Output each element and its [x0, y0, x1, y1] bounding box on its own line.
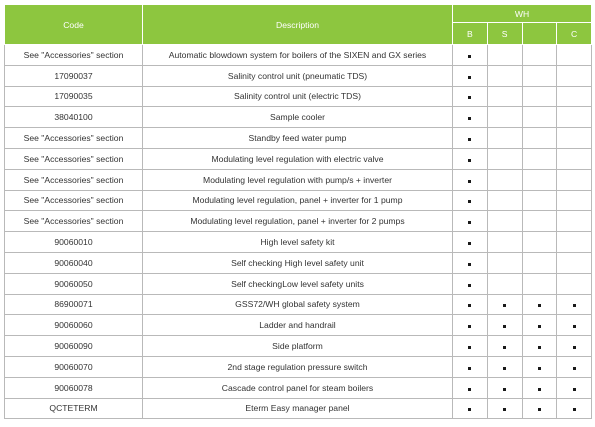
availability-cell: [522, 211, 557, 232]
availability-dot-icon: [468, 263, 471, 266]
availability-cell: [487, 398, 522, 419]
availability-cell: [453, 148, 488, 169]
availability-dot-icon: [468, 200, 471, 203]
table-row: [5, 356, 592, 377]
availability-dot-icon: [573, 367, 576, 370]
description-cell: Salinity control unit (electric TDS): [143, 86, 453, 107]
availability-cell: [557, 107, 592, 128]
description-cell: Modulating level regulation with pump/s + inverter: [143, 169, 453, 190]
code-cell: 86900071: [5, 294, 143, 315]
description-cell: 2nd stage regulation pressure switch: [143, 356, 453, 377]
availability-cell: [487, 273, 522, 294]
code-cell: See "Accessories" section: [5, 169, 143, 190]
table-row: [5, 336, 592, 357]
description-cell: Modulating level regulation with electric valve: [143, 148, 453, 169]
availability-dot-icon: [468, 138, 471, 141]
availability-cell: [522, 377, 557, 398]
availability-dot-icon: [468, 388, 471, 391]
availability-cell: [522, 398, 557, 419]
availability-dot-icon: [468, 221, 471, 224]
availability-cell: [453, 356, 488, 377]
availability-cell: [557, 128, 592, 149]
availability-cell: [453, 128, 488, 149]
availability-cell: [487, 232, 522, 253]
code-cell: 90060090: [5, 336, 143, 357]
availability-dot-icon: [468, 367, 471, 370]
availability-cell: [487, 336, 522, 357]
availability-cell: [557, 45, 592, 66]
availability-cell: [487, 65, 522, 86]
availability-cell: [522, 232, 557, 253]
availability-cell: [453, 315, 488, 336]
availability-cell: [487, 211, 522, 232]
availability-cell: [522, 45, 557, 66]
availability-dot-icon: [573, 408, 576, 411]
availability-dot-icon: [468, 55, 471, 58]
table-row: [5, 169, 592, 190]
availability-cell: [522, 86, 557, 107]
code-cell: 17090035: [5, 86, 143, 107]
availability-cell: [522, 128, 557, 149]
availability-cell: [453, 232, 488, 253]
availability-cell: [557, 336, 592, 357]
availability-cell: [487, 169, 522, 190]
availability-cell: [557, 190, 592, 211]
table-row: [5, 377, 592, 398]
code-cell: QCTETERM: [5, 398, 143, 419]
availability-cell: [557, 377, 592, 398]
table-row: [5, 398, 592, 419]
description-cell: Self checking High level safety unit: [143, 252, 453, 273]
availability-cell: [522, 107, 557, 128]
availability-cell: [487, 294, 522, 315]
availability-cell: [453, 294, 488, 315]
availability-cell: [453, 252, 488, 273]
sub-header-blank: [522, 23, 557, 45]
availability-dot-icon: [538, 346, 541, 349]
table-row: [5, 211, 592, 232]
code-cell: 90060040: [5, 252, 143, 273]
availability-cell: [557, 252, 592, 273]
description-cell: Side platform: [143, 336, 453, 357]
availability-dot-icon: [573, 346, 576, 349]
availability-cell: [522, 65, 557, 86]
availability-dot-icon: [468, 408, 471, 411]
availability-cell: [522, 315, 557, 336]
availability-cell: [453, 273, 488, 294]
table-row: [5, 190, 592, 211]
description-cell: High level safety kit: [143, 232, 453, 253]
availability-cell: [487, 148, 522, 169]
description-cell: Self checkingLow level safety units: [143, 273, 453, 294]
availability-cell: [487, 356, 522, 377]
availability-dot-icon: [503, 304, 506, 307]
availability-dot-icon: [573, 388, 576, 391]
code-column-header: Code: [5, 5, 143, 45]
availability-cell: [522, 294, 557, 315]
code-cell: 38040100: [5, 107, 143, 128]
accessories-table: [4, 4, 592, 419]
availability-dot-icon: [573, 325, 576, 328]
availability-cell: [557, 356, 592, 377]
availability-cell: [487, 107, 522, 128]
table-row: [5, 252, 592, 273]
availability-dot-icon: [468, 159, 471, 162]
availability-dot-icon: [503, 408, 506, 411]
availability-cell: [453, 377, 488, 398]
code-cell: See "Accessories" section: [5, 148, 143, 169]
availability-cell: [522, 336, 557, 357]
availability-cell: [557, 169, 592, 190]
table-row: [5, 315, 592, 336]
availability-dot-icon: [538, 408, 541, 411]
availability-dot-icon: [468, 117, 471, 120]
availability-cell: [453, 336, 488, 357]
description-cell: Modulating level regulation, panel + inverter for 1 pump: [143, 190, 453, 211]
availability-dot-icon: [468, 242, 471, 245]
description-cell: Sample cooler: [143, 107, 453, 128]
availability-cell: [487, 86, 522, 107]
availability-cell: [522, 356, 557, 377]
availability-dot-icon: [468, 180, 471, 183]
description-cell: GSS72/WH global safety system: [143, 294, 453, 315]
availability-cell: [487, 252, 522, 273]
availability-cell: [453, 190, 488, 211]
sub-header-s: S: [487, 23, 522, 45]
availability-dot-icon: [538, 367, 541, 370]
availability-cell: [557, 315, 592, 336]
code-cell: See "Accessories" section: [5, 190, 143, 211]
table-row: [5, 65, 592, 86]
sub-header-b: B: [453, 23, 488, 45]
availability-cell: [557, 86, 592, 107]
description-column-header: Description: [143, 5, 453, 45]
code-cell: 90060010: [5, 232, 143, 253]
availability-cell: [453, 45, 488, 66]
wh-group-header: WH: [453, 5, 592, 23]
availability-cell: [557, 148, 592, 169]
table-row: [5, 86, 592, 107]
availability-dot-icon: [573, 304, 576, 307]
availability-cell: [453, 107, 488, 128]
table-row: [5, 294, 592, 315]
code-cell: See "Accessories" section: [5, 211, 143, 232]
table-row: [5, 273, 592, 294]
description-cell: Modulating level regulation, panel + inverter for 2 pumps: [143, 211, 453, 232]
table-row: [5, 148, 592, 169]
availability-cell: [557, 65, 592, 86]
availability-dot-icon: [468, 96, 471, 99]
availability-dot-icon: [538, 304, 541, 307]
availability-dot-icon: [468, 325, 471, 328]
table-row: [5, 128, 592, 149]
code-cell: See "Accessories" section: [5, 45, 143, 66]
availability-cell: [522, 273, 557, 294]
availability-cell: [453, 86, 488, 107]
availability-dot-icon: [503, 346, 506, 349]
availability-cell: [557, 232, 592, 253]
code-cell: See "Accessories" section: [5, 128, 143, 149]
table-row: [5, 107, 592, 128]
availability-cell: [453, 65, 488, 86]
description-cell: Cascade control panel for steam boilers: [143, 377, 453, 398]
availability-cell: [487, 377, 522, 398]
description-cell: Salinity control unit (pneumatic TDS): [143, 65, 453, 86]
availability-cell: [453, 211, 488, 232]
availability-cell: [522, 148, 557, 169]
description-cell: Ladder and handrail: [143, 315, 453, 336]
description-cell: Eterm Easy manager panel: [143, 398, 453, 419]
description-cell: Automatic blowdown system for boilers of the SIXEN and GX series: [143, 45, 453, 66]
sub-header-c: C: [557, 23, 592, 45]
code-cell: 90060050: [5, 273, 143, 294]
description-cell: Standby feed water pump: [143, 128, 453, 149]
availability-dot-icon: [468, 346, 471, 349]
availability-cell: [487, 128, 522, 149]
code-cell: 90060078: [5, 377, 143, 398]
availability-dot-icon: [538, 325, 541, 328]
availability-dot-icon: [503, 388, 506, 391]
availability-cell: [557, 398, 592, 419]
code-cell: 17090037: [5, 65, 143, 86]
code-cell: 90060070: [5, 356, 143, 377]
availability-dot-icon: [468, 76, 471, 79]
table-row: [5, 45, 592, 66]
table-body: [5, 45, 592, 419]
table-row: [5, 232, 592, 253]
availability-cell: [453, 398, 488, 419]
code-cell: 90060060: [5, 315, 143, 336]
availability-dot-icon: [468, 284, 471, 287]
availability-cell: [557, 273, 592, 294]
availability-dot-icon: [503, 367, 506, 370]
availability-cell: [557, 294, 592, 315]
availability-cell: [487, 190, 522, 211]
availability-cell: [522, 169, 557, 190]
availability-cell: [487, 45, 522, 66]
availability-dot-icon: [468, 304, 471, 307]
availability-dot-icon: [503, 325, 506, 328]
availability-cell: [522, 252, 557, 273]
availability-cell: [522, 190, 557, 211]
availability-cell: [557, 211, 592, 232]
availability-cell: [453, 169, 488, 190]
availability-cell: [487, 315, 522, 336]
availability-dot-icon: [538, 388, 541, 391]
